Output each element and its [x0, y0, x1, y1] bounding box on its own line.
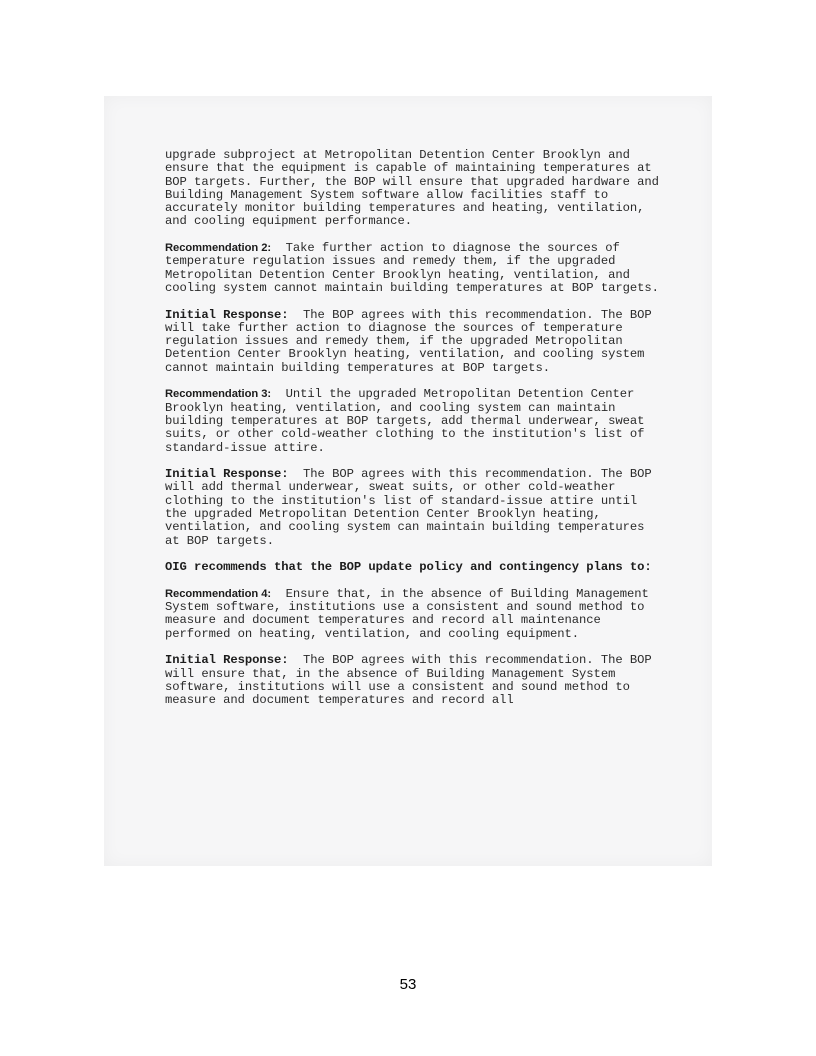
recommendation-label: Recommendation 2: — [165, 242, 272, 255]
page-number: 53 — [399, 976, 417, 993]
document-body — [165, 149, 665, 721]
section-heading: OIG recommends that the BOP update policy and contingency plans to: — [165, 560, 652, 575]
recommendation-label: Recommendation 3: — [165, 388, 272, 401]
initial-response-3 — [165, 468, 665, 548]
initial-response-2 — [165, 309, 665, 375]
recommendation-4 — [165, 588, 665, 641]
recommendation-text: Until the upgraded Metropolitan Detention Center Brooklyn heating, ventilation, and cooling system can maintain building temperatures at BOP targets, add thermal underwear, sweat suits, or other cold-weather clothing to the institution's list of standard-issue attire. — [165, 387, 645, 455]
recommendation-text: Ensure that, in the absence of Building Management System software, institutions use a consistent and sound method to measure and document temperatures and record all maintenance performed on heating, ventilation, and cooling equipment. — [165, 586, 649, 641]
paragraph-text: upgrade subproject at Metropolitan Detention Center Brooklyn and ensure that the equipment is capable of maintaining temperatures at BOP targets. Further, the BOP will ensure that upgraded hardware and Building Management System software allow facilities staff to accurately monitor building temperatures and heating, ventilation, and cooling equipment performance. — [165, 148, 659, 229]
paragraph-continuation — [165, 149, 665, 229]
response-text: The BOP agrees with this recommendation. The BOP will add thermal underwear, sweat suits, or other cold-weather clothing to the institution's list of standard-issue attire until the upgraded Metropolitan Detention Center Brooklyn heating, ventilation, and cooling system can maintain building temperatures at BOP targets. — [165, 467, 652, 548]
recommendation-2 — [165, 242, 665, 295]
recommendation-text: Take further action to diagnose the sources of temperature regulation issues and remedy them, if the upgraded Metropolitan Detention Center Brooklyn heating, ventilation, and cooling system cannot maintain building temperatures at BOP targets. — [165, 241, 659, 295]
initial-response-4 — [165, 654, 665, 707]
response-label: Initial Response: — [165, 653, 289, 668]
response-label: Initial Response: — [165, 307, 289, 322]
recommendation-3 — [165, 388, 665, 454]
response-label: Initial Response: — [165, 467, 289, 482]
response-text: The BOP agrees with this recommendation. The BOP will ensure that, in the absence of Building Management System software, institutions will use a consistent and sound method to measure and document temperatures and record all — [165, 653, 652, 708]
recommendation-label: Recommendation 4: — [165, 587, 272, 600]
response-text: The BOP agrees with this recommendation. The BOP will take further action to diagnose the sources of temperature regulation issues and remedy them, if the upgraded Metropolitan Detention Center Brooklyn heating, ventilation, and cooling system cannot maintain building temperatures at BOP targets. — [165, 307, 652, 375]
